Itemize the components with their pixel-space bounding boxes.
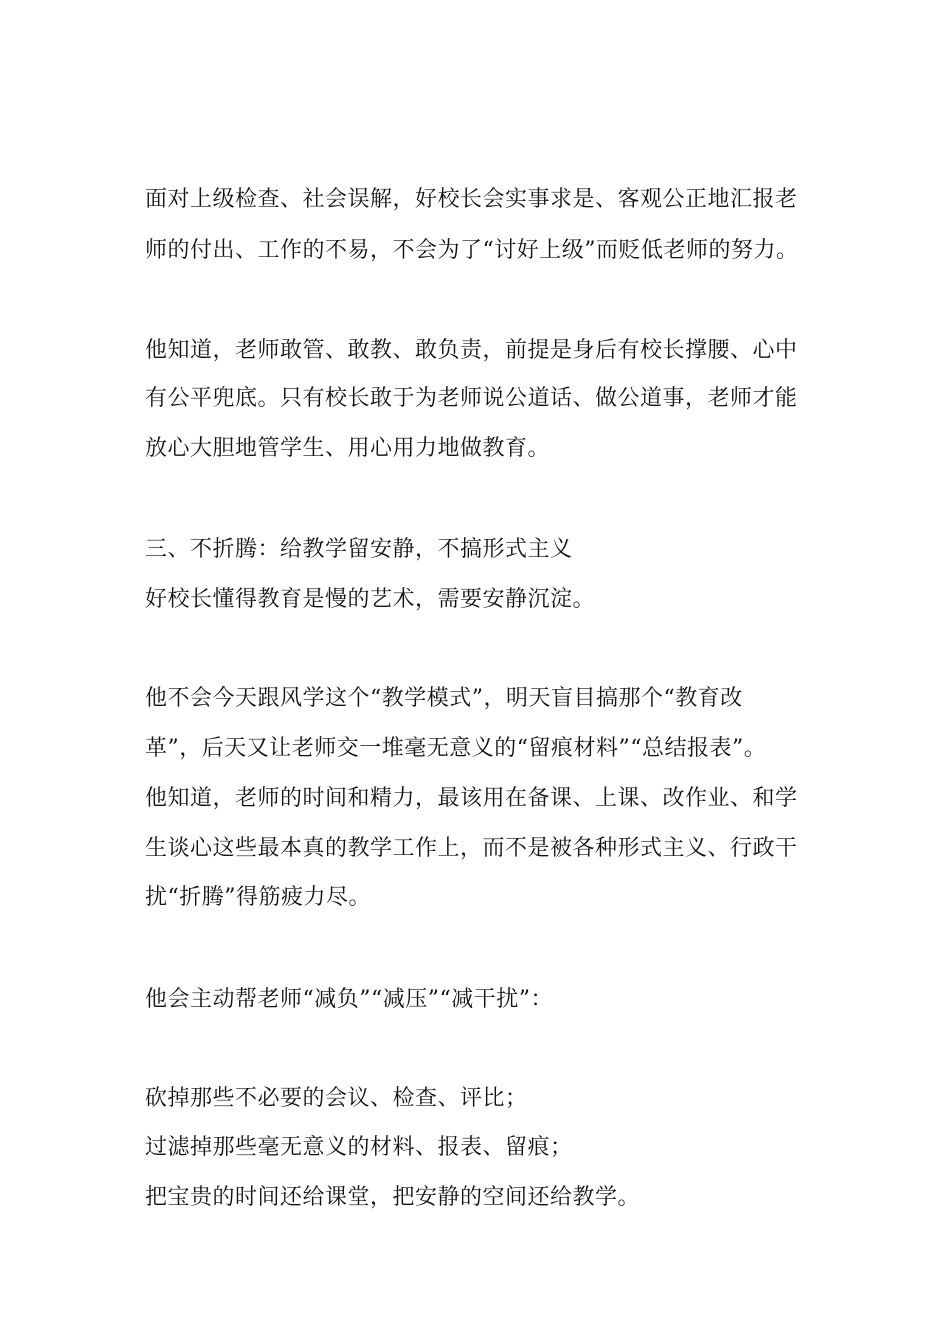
- text-line: 他知道，老师敢管、敢教、敢负责，前提是身后有校长撑腰、心中: [145, 338, 798, 363]
- text-line: 砍掉那些不必要的会议、检查、评比；: [145, 1086, 528, 1111]
- text-line: 生谈心这些最本真的教学工作上，而不是被各种形式主义、行政干: [145, 836, 798, 861]
- section-heading: 三、不折腾：给教学留安静，不搞形式主义: [145, 537, 573, 562]
- text-line: 过滤掉那些毫无意义的材料、报表、留痕；: [145, 1135, 573, 1160]
- text-line: 放心大胆地管学生、用心用力地做教育。: [145, 436, 551, 461]
- text-line: 有公平兜底。只有校长敢于为老师说公道话、做公道事，老师才能: [145, 386, 798, 411]
- text-line: 扰“折腾”得筋疲力尽。: [145, 885, 371, 910]
- text-line: 他会主动帮老师“减负”“减压”“减干扰”：: [145, 987, 553, 1012]
- text-line: 他不会今天跟风学这个“教学模式”，明天盲目搞那个“教育改: [145, 686, 743, 711]
- text-line: 他知道，老师的时间和精力，最该用在备课、上课、改作业、和学: [145, 786, 798, 811]
- text-line: 面对上级检查、社会误解，好校长会实事求是、客观公正地汇报老: [145, 187, 798, 212]
- text-line: 把宝贵的时间还给课堂，把安静的空间还给教学。: [145, 1185, 641, 1210]
- text-line: 革”，后天又让老师交一堆毫无意义的“留痕材料”“总结报表”。: [145, 736, 767, 761]
- text-line: 师的付出、工作的不易，不会为了“讨好上级”而贬低老师的努力。: [145, 238, 799, 263]
- text-line: 好校长懂得教育是慢的艺术，需要安静沉淀。: [145, 587, 596, 612]
